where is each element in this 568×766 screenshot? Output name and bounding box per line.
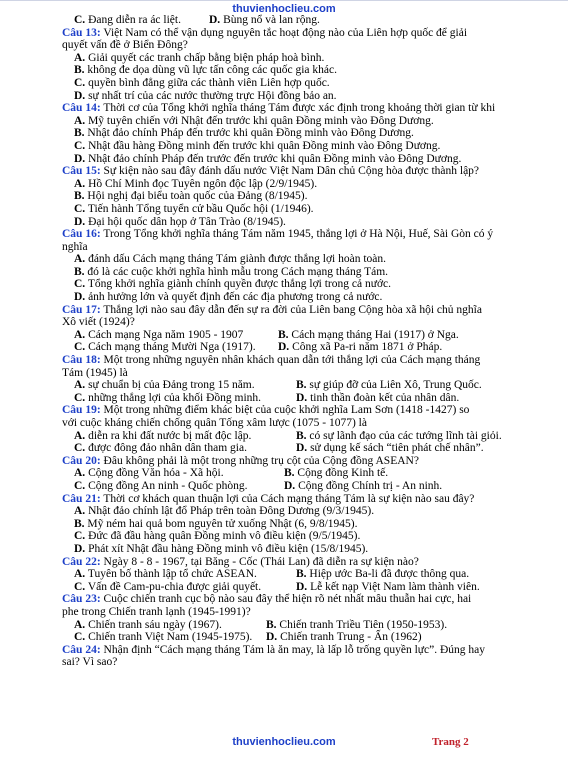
- option-letter: C.: [74, 391, 86, 404]
- question-number: Câu 23:: [62, 593, 101, 606]
- option-text: Tổng khởi nghĩa giành chính quyền được thắng lợi trong cả nước.: [87, 278, 392, 291]
- option-letter: C.: [74, 14, 86, 26]
- question-stem: Trong Tổng khởi nghĩa tháng Tám năm 1945, thắng lợi ở Hà Nội, Huế, Sài Gòn có ý: [103, 228, 494, 241]
- option-letter: D.: [74, 152, 86, 165]
- option-letter: D.: [74, 89, 86, 102]
- question-number: Câu 19:: [62, 404, 101, 417]
- question-stem-cont: Tám (1945) là: [62, 366, 128, 379]
- option-text: Đang diễn ra ác liệt.: [88, 14, 181, 26]
- option-c: [74, 442, 296, 455]
- question-17: [62, 304, 532, 354]
- question-21: [62, 493, 532, 556]
- question-stem: Thời cơ của Tổng khởi nghĩa tháng Tám được xác định trong khoảng thời gian từ khi: [103, 102, 496, 115]
- option-text: Chiến tranh Trung - Ấn (1962): [280, 631, 422, 644]
- option-letter: B.: [296, 429, 307, 442]
- option-a: [74, 467, 284, 480]
- page-number: Trang 2: [432, 736, 469, 748]
- option-a: [62, 52, 532, 65]
- option-text: Hội nghị đại biểu toàn quốc của Đảng (8/1945).: [87, 190, 308, 203]
- option-text: Cộng đồng Kinh tế.: [297, 467, 389, 480]
- question-number: Câu 13:: [62, 26, 101, 39]
- option-d: [62, 216, 532, 229]
- option-b: [62, 266, 532, 279]
- question-13: [62, 27, 532, 103]
- question-stem: Một trong những nguyên nhân khách quan dẫn tới thắng lợi của Cách mạng tháng: [103, 354, 481, 367]
- question-number: Câu 20:: [62, 454, 101, 467]
- option-letter: D.: [278, 341, 290, 354]
- option-letter: D.: [296, 391, 308, 404]
- option-letter: C.: [74, 341, 86, 354]
- question-list: [62, 14, 532, 669]
- footer-site-name[interactable]: thuvienhoclieu.com: [232, 736, 336, 748]
- options-row: [62, 480, 532, 493]
- option-text: Hiệp ước Ba-li đã được thông qua.: [309, 568, 470, 581]
- option-text: ảnh hưởng lớn và quyết định đến các địa phương trong cả nước.: [88, 291, 383, 304]
- option-text: Lễ kết nạp Việt Nam làm thành viên.: [310, 580, 480, 593]
- option-text: Giải quyết các tranh chấp bằng biện pháp hoà bình.: [88, 51, 325, 64]
- option-text: được đông đảo nhân dân tham gia.: [88, 442, 247, 455]
- question-stem: Một trong những điểm khác biệt của cuộc khởi nghĩa Lam Sơn (1418 -1427) so: [103, 404, 470, 417]
- option-letter: B.: [266, 618, 277, 631]
- option-letter: C.: [74, 479, 86, 492]
- option-text: Mỹ ném hai quả bom nguyên tử xuống Nhật (6, 9/8/1945).: [87, 517, 358, 530]
- question-number: Câu 24:: [62, 643, 101, 656]
- question-22: [62, 556, 532, 594]
- option-d: [278, 341, 442, 354]
- option-c: [62, 530, 532, 543]
- options-row: [62, 631, 532, 644]
- option-c: [62, 278, 532, 291]
- option-letter: D.: [266, 631, 278, 644]
- option-letter: B.: [284, 467, 295, 480]
- option-a: [62, 115, 532, 128]
- option-letter: A.: [74, 467, 86, 480]
- option-letter: D.: [284, 479, 296, 492]
- option-text: Chiến tranh Triều Tiên (1950-1953).: [279, 618, 448, 631]
- option-text: Bùng nổ và lan rộng.: [223, 14, 320, 26]
- option-letter: C.: [74, 442, 86, 455]
- option-d: [296, 442, 484, 455]
- option-letter: C.: [74, 530, 86, 543]
- options-row: [62, 619, 532, 632]
- option-text: Đại hội quốc dân họp ở Tân Trào (8/1945).: [88, 215, 286, 228]
- option-b: [296, 379, 482, 392]
- option-letter: B.: [74, 265, 85, 278]
- option-b: [278, 329, 459, 342]
- option-letter: B.: [74, 190, 85, 203]
- question-16: [62, 228, 532, 304]
- option-b: [296, 568, 469, 581]
- option-text: Đức đã đầu hàng quân Đồng minh vô điều kiện (9/5/1945).: [88, 530, 361, 543]
- option-letter: C.: [74, 139, 86, 152]
- option-letter: A.: [74, 505, 86, 518]
- option-letter: A.: [74, 568, 86, 581]
- option-text: Nhật đảo chính Pháp đến trước đến trước khi quân Đồng minh vào Đông Dương.: [88, 152, 462, 165]
- option-text: đánh dấu Cách mạng tháng Tám giành được thắng lợi hoàn toàn.: [88, 253, 387, 266]
- option-text: Chiến tranh sáu ngày (1967).: [88, 618, 222, 631]
- option-d: [284, 480, 442, 493]
- option-c: [74, 631, 266, 644]
- question-stem-cont: phe trong Chiến tranh lạnh (1945-1991)?: [62, 605, 251, 618]
- option-letter: D.: [74, 542, 86, 555]
- option-text: Tuyên bố thành lập tổ chức ASEAN.: [87, 568, 257, 581]
- option-letter: A.: [74, 328, 86, 341]
- option-letter: A.: [74, 429, 86, 442]
- option-letter: C.: [74, 202, 86, 215]
- option-letter: C.: [74, 278, 86, 291]
- option-text: [209, 14, 320, 27]
- option-d: [296, 581, 480, 594]
- question-15: [62, 165, 532, 228]
- option-letter: D.: [74, 291, 86, 304]
- option-text: Công xã Pa-ri năm 1871 ở Pháp.: [292, 341, 443, 354]
- option-text: Cộng đồng An ninh - Quốc phòng.: [88, 479, 248, 492]
- question-number: Câu 17:: [62, 303, 101, 316]
- question-stem: Sự kiện nào sau đây đánh dấu nước Việt Nam Dân chủ Cộng hòa được thành lập?: [103, 165, 480, 178]
- option-text: [74, 14, 209, 27]
- options-row: [62, 379, 532, 392]
- question-24: [62, 644, 532, 669]
- question-23: [62, 593, 532, 643]
- option-text: Chiến tranh Việt Nam (1945-1975).: [88, 631, 253, 644]
- option-text: có sự lãnh đạo của các tướng lĩnh tài giỏi.: [309, 429, 502, 442]
- option-letter: A.: [74, 253, 86, 266]
- previous-options: [62, 14, 532, 27]
- option-letter: B.: [296, 568, 307, 581]
- options-row: [62, 568, 532, 581]
- option-a: [74, 379, 296, 392]
- options-row: [62, 392, 532, 405]
- option-b: [296, 430, 502, 443]
- option-letter: D.: [209, 14, 221, 26]
- option-letter: D.: [296, 442, 308, 455]
- question-stem-cont: nghĩa: [62, 240, 88, 253]
- option-text: Mỹ tuyên chiến với Nhật đến trước khi quân Đồng minh vào Đông Dương.: [88, 114, 434, 127]
- question-number: Câu 16:: [62, 228, 101, 241]
- option-letter: A.: [74, 618, 86, 631]
- option-text: Cách mạng tháng Mười Nga (1917).: [88, 341, 256, 354]
- option-c: [74, 581, 296, 594]
- question-stem: Thời cơ khách quan thuận lợi của Cách mạng tháng Tám là sự kiện nào sau đây?: [103, 492, 475, 505]
- option-letter: C.: [74, 580, 86, 593]
- option-c: [62, 203, 532, 216]
- option-letter: D.: [296, 580, 308, 593]
- question-number: Câu 22:: [62, 555, 101, 568]
- option-b: [62, 127, 532, 140]
- option-c: [74, 392, 296, 405]
- option-letter: A.: [74, 51, 86, 64]
- option-d: [62, 153, 532, 166]
- options-row: [62, 341, 532, 354]
- option-a: [62, 253, 532, 266]
- option-b: [62, 64, 532, 77]
- option-letter: B.: [74, 127, 85, 140]
- option-text: diễn ra khi đất nước bị mất độc lập.: [88, 429, 252, 442]
- option-text: Nhật đảo chính Pháp đến trước khi quân Đồng minh vào Đông Dương.: [87, 127, 414, 140]
- options-row: [62, 329, 532, 342]
- option-text: Nhật đầu hàng Đồng minh đến trước khi quân Đồng minh vào Đông Dương.: [88, 139, 441, 152]
- option-text: quyền bình đẳng giữa các thành viên Liên hợp quốc.: [88, 76, 330, 89]
- question-stem: Nhận định “Cách mạng tháng Tám là ăn may, là lấp lỗ trống quyền lực”. Đúng hay: [103, 643, 486, 656]
- option-a: [74, 430, 296, 443]
- option-text: Phát xít Nhật đầu hàng Đồng minh vô điều kiện (15/8/1945).: [88, 542, 369, 555]
- options-row: [62, 581, 532, 594]
- option-letter: B.: [74, 517, 85, 530]
- option-text: Nhật đảo chính lật đổ Pháp trên toàn Đông Dương (9/3/1945).: [88, 505, 375, 518]
- option-a: [62, 505, 532, 518]
- question-number: Câu 14:: [62, 102, 101, 115]
- option-a: [74, 329, 278, 342]
- option-text: sự giúp đỡ của Liên Xô, Trung Quốc.: [309, 379, 482, 392]
- question-stem-cont: với cuộc kháng chiến chống quân Tống xâm lược (1075 - 1077) là: [62, 417, 367, 429]
- option-c: [74, 341, 278, 354]
- option-letter: B.: [278, 328, 289, 341]
- question-14: [62, 102, 532, 165]
- option-b: [284, 467, 388, 480]
- option-text: Cách mạng Nga năm 1905 - 1907: [88, 328, 244, 341]
- option-text: những thắng lợi của khối Đồng minh.: [88, 391, 262, 404]
- question-stem: Cuộc chiến tranh cục bộ nào sau đây thể hiện rõ nét nhất mâu thuẫn hai cực, hai: [103, 593, 472, 606]
- question-18: [62, 354, 532, 404]
- option-c: [74, 480, 284, 493]
- option-letter: A.: [74, 114, 86, 127]
- question-stem-cont: sai? Vì sao?: [62, 656, 118, 669]
- option-c: [62, 140, 532, 153]
- option-letter: C.: [74, 631, 86, 644]
- option-a: [74, 619, 266, 632]
- option-b: [62, 518, 532, 531]
- question-stem: Đâu không phải là một trong những trụ cột của Cộng đồng ASEAN?: [103, 454, 419, 467]
- question-stem: Thắng lợi nào sau đây dẫn đến sự ra đời của Liên bang Cộng hòa xã hội chủ nghĩa: [103, 303, 482, 316]
- option-text: không đe dọa dùng vũ lực tấn công các quốc gia khác.: [87, 64, 337, 77]
- question-stem: Việt Nam có thể vận dụng nguyên tắc hoạt động nào của Liên hợp quốc để giải: [103, 26, 468, 39]
- question-stem-cont: Xô viết (1924)?: [62, 316, 135, 329]
- option-d: [62, 543, 532, 556]
- option-text: sự chuẩn bị của Đảng trong 15 năm.: [88, 379, 255, 392]
- options-row: [62, 442, 532, 455]
- option-d: [266, 631, 422, 644]
- question-number: Câu 21:: [62, 492, 101, 505]
- option-text: Hồ Chí Minh đọc Tuyên ngôn độc lập (2/9/1945).: [88, 177, 318, 190]
- option-d: [296, 392, 459, 405]
- option-letter: D.: [74, 215, 86, 228]
- question-number: Câu 15:: [62, 165, 101, 178]
- question-20: [62, 455, 532, 493]
- option-d: [62, 90, 532, 103]
- option-text: Cộng đồng Chính trị - An ninh.: [298, 479, 443, 492]
- option-d: [62, 291, 532, 304]
- option-text: Vấn đề Cam-pu-chia được giải quyết.: [87, 580, 262, 593]
- option-letter: A.: [74, 379, 86, 392]
- header-site-name[interactable]: thuvienhoclieu.com: [232, 3, 336, 15]
- option-text: đó là các cuộc khởi nghĩa hình mẫu trong Cách mạng tháng Tám.: [87, 265, 389, 278]
- option-text: Cộng đồng Văn hóa - Xã hội.: [88, 467, 224, 480]
- option-text: Tiến hành Tổng tuyển cử bầu Quốc hội (1/1946).: [87, 202, 314, 215]
- question-stem: Ngày 8 - 8 - 1967, tại Băng - Cốc (Thái Lan) đã diễn ra sự kiện nào?: [103, 555, 419, 568]
- option-a: [74, 568, 296, 581]
- question-stem-cont: quyết vấn đề ở Biển Đông?: [62, 39, 188, 52]
- option-letter: C.: [74, 76, 86, 89]
- option-letter: A.: [74, 177, 86, 190]
- option-text: sự nhất trí của các nước thường trực Hội đồng bảo an.: [88, 89, 337, 102]
- option-text: Cách mạng tháng Hai (1917) ở Nga.: [291, 328, 459, 341]
- option-a: [62, 178, 532, 191]
- options-row: [62, 467, 532, 480]
- option-text: sử dụng kế sách “tiên phát chế nhân”.: [310, 442, 484, 455]
- option-c: [62, 77, 532, 90]
- option-letter: B.: [296, 379, 307, 392]
- option-letter: B.: [74, 64, 85, 77]
- question-19: [62, 404, 532, 454]
- option-text: tinh thần đoàn kết của nhân dân.: [310, 391, 460, 404]
- option-b: [266, 619, 447, 632]
- question-number: Câu 18:: [62, 354, 101, 367]
- option-b: [62, 190, 532, 203]
- options-row: [62, 430, 532, 443]
